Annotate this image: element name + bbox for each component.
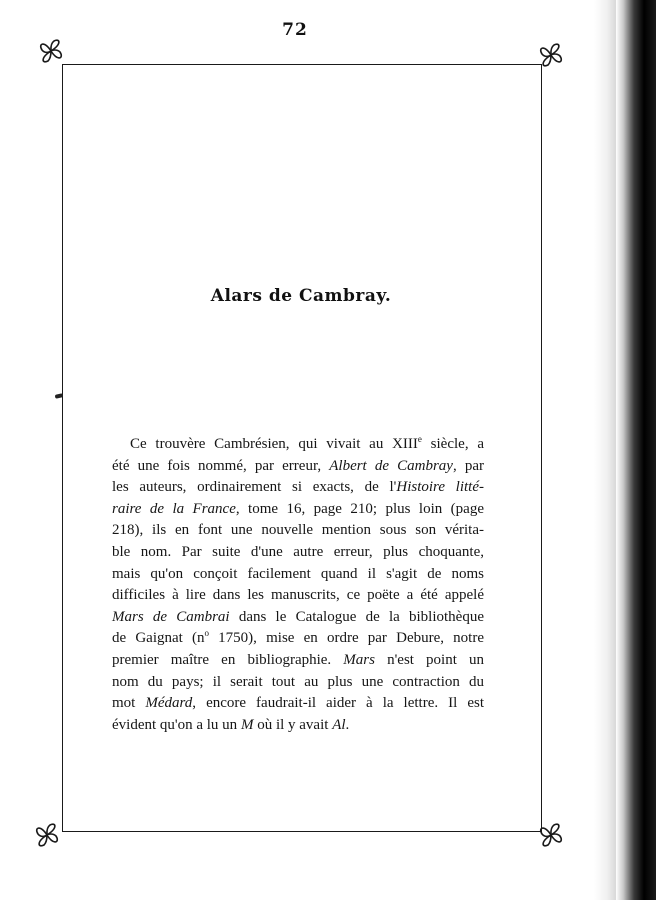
text-segment: mais qu'on conçoit facilement quand il s'agit de noms xyxy=(112,565,484,582)
text-line xyxy=(112,693,484,715)
text-segment: siècle, a xyxy=(421,436,484,452)
text-segment: été une fois nommé, par erreur, xyxy=(112,457,330,474)
italic-text: raire de la France xyxy=(112,500,236,517)
italic-text: Médard xyxy=(145,695,193,712)
italic-text: Mars de Cambrai xyxy=(112,608,230,625)
text-line xyxy=(112,628,484,650)
chapter-title: Alars de Cambray. xyxy=(210,286,392,306)
text-line xyxy=(112,585,484,607)
fleuron-icon xyxy=(536,820,566,850)
superscript: o xyxy=(204,628,209,639)
text-segment: de Gaignat (n xyxy=(112,630,205,647)
text-line xyxy=(112,672,484,694)
text-line xyxy=(112,520,484,542)
text-segment: mot xyxy=(112,695,146,712)
italic-text: Al xyxy=(332,716,346,733)
text-segment: , tome 16, page 210; plus loin (page xyxy=(235,500,484,517)
text-segment: évident qu'on a lu un xyxy=(112,716,241,733)
body-paragraph xyxy=(112,434,484,736)
text-line xyxy=(112,477,484,499)
text-segment: les auteurs, ordinairement si exacts, de l' xyxy=(112,479,397,496)
text-segment: . xyxy=(345,716,350,733)
superscript: e xyxy=(417,434,422,444)
text-line xyxy=(112,434,484,456)
text-segment: 218), ils en font une nouvelle mention sous son vérita- xyxy=(112,522,484,539)
text-segment: difficiles à lire dans les manuscrits, ce poëte a été appelé xyxy=(112,587,484,604)
text-line xyxy=(112,564,484,586)
text-line xyxy=(112,607,484,629)
fleuron-icon xyxy=(36,36,66,66)
text-line xyxy=(112,456,484,478)
fleuron-icon xyxy=(536,40,566,70)
text-segment: premier maître en bibliographie. xyxy=(112,651,344,668)
text-line xyxy=(112,650,484,672)
fleuron-icon xyxy=(32,820,62,850)
italic-text: M xyxy=(240,716,254,733)
italic-text: Histoire litté- xyxy=(396,479,484,496)
page-number: 72 xyxy=(282,20,308,40)
italic-text: Albert de Cambray xyxy=(329,457,453,474)
text-line xyxy=(112,499,484,521)
text-line xyxy=(112,715,484,737)
text-line xyxy=(112,542,484,564)
text-segment: où il y avait xyxy=(253,716,333,733)
text-segment: , par xyxy=(452,457,484,474)
text-segment: n'est point un xyxy=(374,651,485,668)
text-segment: Ce trouvère Cambrésien, qui vivait au XIII xyxy=(130,436,418,452)
text-segment: , encore faudrait-il aider à la lettre. Il est xyxy=(192,695,484,712)
text-segment: ble nom. Par suite d'une autre erreur, plus choquante, xyxy=(112,543,484,560)
text-segment: 1750), mise en ordre par Debure, notre xyxy=(209,630,484,647)
page-binding-shadow xyxy=(616,0,656,900)
text-segment: nom du pays; il serait tout au plus une contraction du xyxy=(112,673,484,690)
text-segment: dans le Catalogue de la bibliothèque xyxy=(229,608,484,625)
italic-text: Mars xyxy=(343,651,375,668)
page-binding-edge xyxy=(594,0,616,900)
